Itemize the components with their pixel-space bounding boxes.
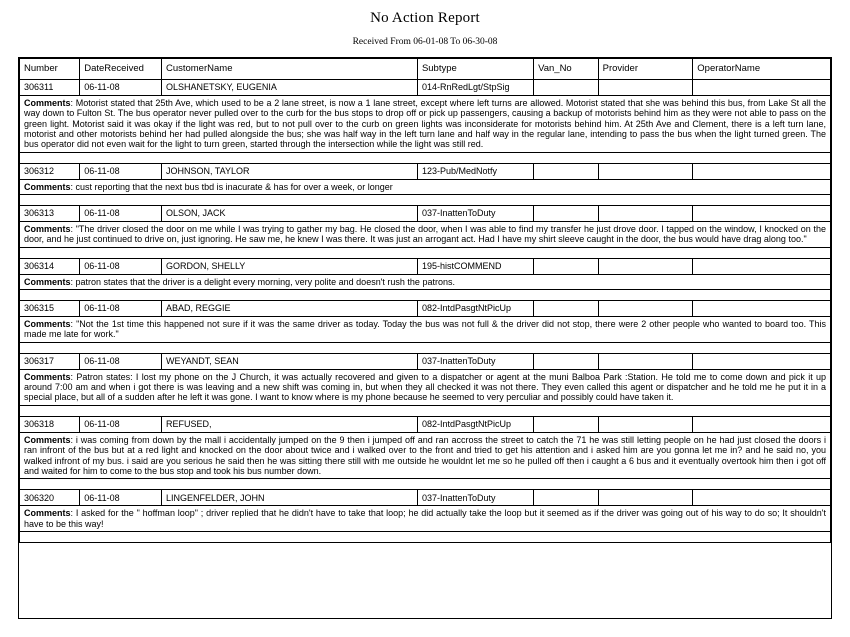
row-gap <box>20 195 831 206</box>
column-header-customer-name: CustomerName <box>161 59 417 80</box>
column-header-van-no: Van_No <box>534 59 599 80</box>
cell-van-no <box>534 353 599 369</box>
cell-date-received: 06-11-08 <box>80 353 162 369</box>
cell-customer-name: OLSON, JACK <box>161 206 417 222</box>
table-footer-rule <box>20 542 831 545</box>
comment-row <box>20 179 831 194</box>
cell-provider <box>598 258 693 274</box>
report-frame <box>18 57 832 619</box>
cell-number: 306318 <box>20 416 80 432</box>
cell-customer-name: ABAD, REGGIE <box>161 301 417 317</box>
cell-subtype: 082-IntdPasgtNtPicUp <box>417 416 533 432</box>
cell-van-no <box>534 490 599 506</box>
comment-cell: Comments: Motorist stated that 25th Ave, which used to be a 2 lane street, is now a 1 lane street, except where left turns are allowed. Motorist stated that she was behind this bus, from Lake St all the way down to Fulton St. The bus operator never pulled over to the curb for the bus stops to drop off or pick up passengers, causing a backup of motorists behind him as they were not able to pass on the green light. Motorist said it was okay if the light was red, but to not pull over to the curb on green lights was inconsiderate for motorists behind him. At 25th Ave and Clement, there is a left turn lane, motorist and other motorists behind her had pulled alongside the bus; she was half way in the left turn lane and half way in the regular lane, intending to pass the bus when the light turned green. The bus operator did not even wait for the light to turn green, started through the intersection while the light was still red. <box>20 96 831 153</box>
cell-operator-name <box>693 80 831 96</box>
cell-customer-name: REFUSED, <box>161 416 417 432</box>
page-subtitle: Received From 06-01-08 To 06-30-08 <box>352 37 498 47</box>
comment-text: i was coming from down by the mall i accidentally jumped on the 9 then i jumped off and ran accross the street to catch the 71 he was still letting people on he had just closed the doors i ran infront of the bus but at a red light and knocked on the door about twice and i walked over to the front and tried to get his attention and i asked him are you gonna let me in? and he said no, you walked infront of my bus. i said are you serious he said then he was sitting there still with me outside he wouldnt let me so he pulled off then i caught a 6 bus and it eventually overtook him then i got off and waited for him to come to the bus stop and took his bus number down. <box>24 434 826 476</box>
row-gap-cell <box>20 152 831 163</box>
row-gap <box>20 342 831 353</box>
cell-van-no <box>534 163 599 179</box>
cell-provider <box>598 490 693 506</box>
comment-cell: Comments: cust reporting that the next bus tbd is inacurate & has for over a week, or longer <box>20 179 831 194</box>
row-gap <box>20 479 831 490</box>
table-row[interactable] <box>20 353 831 369</box>
cell-subtype: 037-InattenToDuty <box>417 353 533 369</box>
cell-subtype: 037-InattenToDuty <box>417 490 533 506</box>
comment-label: Comments <box>24 276 71 287</box>
comment-row <box>20 96 831 153</box>
cell-operator-name <box>693 353 831 369</box>
row-gap <box>20 152 831 163</box>
comment-row <box>20 432 831 478</box>
comment-row <box>20 506 831 532</box>
table-row[interactable] <box>20 163 831 179</box>
column-header-subtype: Subtype <box>417 59 533 80</box>
cell-date-received: 06-11-08 <box>80 80 162 96</box>
cell-date-received: 06-11-08 <box>80 163 162 179</box>
row-gap-cell <box>20 405 831 416</box>
column-header-provider: Provider <box>598 59 693 80</box>
comment-cell: Comments: patron states that the driver is a delight every morning, very polite and doesn't rush the patrons. <box>20 274 831 289</box>
cell-operator-name <box>693 163 831 179</box>
comment-label: Comments <box>24 319 71 330</box>
table-row[interactable] <box>20 258 831 274</box>
comment-label: Comments <box>24 508 71 519</box>
column-header-number: Number <box>20 59 80 80</box>
table-footer-rule-cell <box>20 542 831 545</box>
cell-van-no <box>534 258 599 274</box>
comment-label: Comments <box>24 434 71 445</box>
comment-text: patron states that the driver is a delight every morning, very polite and doesn't rush the patrons. <box>75 276 455 287</box>
row-gap-cell <box>20 342 831 353</box>
comment-label: Comments <box>24 98 71 108</box>
row-gap <box>20 405 831 416</box>
cell-subtype: 014-RnRedLgt/StpSig <box>417 80 533 96</box>
cell-subtype: 037-InattenToDuty <box>417 206 533 222</box>
comment-text: "Not the 1st time this happened not sure if it was the same driver as today. Today the bus was not full & the driver did not stop, there were 2 other people who wanted to board too. This made me late for work." <box>24 319 826 340</box>
cell-van-no <box>534 80 599 96</box>
cell-operator-name <box>693 301 831 317</box>
cell-customer-name: LINGENFELDER, JOHN <box>161 490 417 506</box>
table-row[interactable] <box>20 301 831 317</box>
comment-row <box>20 369 831 405</box>
cell-customer-name: WEYANDT, SEAN <box>161 353 417 369</box>
row-gap-cell <box>20 479 831 490</box>
column-header-operator-name: OperatorName <box>693 59 831 80</box>
comment-cell: Comments: "The driver closed the door on me while I was trying to gather my bag. He closed the door, when I was able to find my transfer he just drove door. I tapped on the window, I knocked on the door, and he just continued to drive on, just ignoring. He saw me, he knew I was there. It was just an arrogant act. Had I have my shirt sleeve caught in the door, the bus would have drag along too." <box>20 222 831 248</box>
comment-row <box>20 222 831 248</box>
cell-number: 306317 <box>20 353 80 369</box>
cell-van-no <box>534 301 599 317</box>
cell-customer-name: JOHNSON, TAYLOR <box>161 163 417 179</box>
cell-provider <box>598 353 693 369</box>
cell-number: 306314 <box>20 258 80 274</box>
column-header-date-received: DateReceived <box>80 59 162 80</box>
cell-van-no <box>534 206 599 222</box>
cell-number: 306315 <box>20 301 80 317</box>
comment-label: Comments <box>24 371 71 382</box>
table-row[interactable] <box>20 80 831 96</box>
cell-number: 306313 <box>20 206 80 222</box>
cell-subtype: 123-Pub/MedNotfy <box>417 163 533 179</box>
comment-text: "The driver closed the door on me while I was trying to gather my bag. He closed the door, when I was able to find my transfer he just drove door. I tapped on the window, I knocked on the door, and he just continued to drive on, just ignoring. He saw me, he knew I was there. It was just an arrogant act. Had I have my shirt sleeve caught in the door, the bus would have drag along too." <box>24 224 826 245</box>
cell-date-received: 06-11-08 <box>80 258 162 274</box>
cell-number: 306311 <box>20 80 80 96</box>
cell-provider <box>598 206 693 222</box>
row-gap-cell <box>20 195 831 206</box>
table-row[interactable] <box>20 416 831 432</box>
table-row[interactable] <box>20 490 831 506</box>
cell-number: 306312 <box>20 163 80 179</box>
cell-subtype: 082-IntdPasgtNtPicUp <box>417 301 533 317</box>
cell-subtype: 195-histCOMMEND <box>417 258 533 274</box>
comment-cell: Comments: "Not the 1st time this happened not sure if it was the same driver as today. Today the bus was not full & the driver did not stop, there were 2 other people who wanted to board too. This made me late for work." <box>20 317 831 343</box>
comment-text: cust reporting that the next bus tbd is inacurate & has for over a week, or longer <box>75 181 393 192</box>
cell-van-no <box>534 416 599 432</box>
cell-operator-name <box>693 416 831 432</box>
cell-customer-name: GORDON, SHELLY <box>161 258 417 274</box>
row-gap <box>20 531 831 542</box>
page-title: No Action Report <box>370 10 480 26</box>
comment-row <box>20 317 831 343</box>
cell-operator-name <box>693 490 831 506</box>
cell-provider <box>598 80 693 96</box>
comment-cell: Comments: I asked for the " hoffman loop" ; driver replied that he didn't have to take that loop; he did actually take the loop but it seemed as if the driver was going out of his way to do so; It shouldn't have to be this way! <box>20 506 831 532</box>
cell-customer-name: OLSHANETSKY, EUGENIA <box>161 80 417 96</box>
cell-number: 306320 <box>20 490 80 506</box>
cell-provider <box>598 301 693 317</box>
report-table <box>19 58 831 545</box>
comment-cell: Comments: i was coming from down by the mall i accidentally jumped on the 9 then i jumped off and ran accross the street to catch the 71 he was still letting people on he had just closed the doors i ran infront of the bus but at a red light and knocked on the door about twice and i walked over to the front and tried to get his attention and i asked him are you gonna let me in? and he said no, you walked infront of my bus. i said are you serious he said then he was sitting there still with me outside he wouldnt let me so he pulled off then i caught a 6 bus and it eventually overtook him then i got off and waited for him to come to the bus stop and took his bus number down. <box>20 432 831 478</box>
table-header-row <box>20 59 831 80</box>
comment-label: Comments <box>24 224 71 235</box>
cell-operator-name <box>693 258 831 274</box>
comment-cell: Comments: Patron states: I lost my phone on the J Church, it was actually recovered and given to a dispatcher or agent at the muni Balboa Park :Station. He told me to come down and pick it up around 7:00 am and when i got there is was leaving and a new shift was coming in, but when they all checked it was not there. They even called this agent or dispatcher and he told me he put it in a special place, but all of a sudden after he left it was gone. I want to know where is my phone because he seemed to very perculiar and possibly could have taken it. <box>20 369 831 405</box>
table-row[interactable] <box>20 206 831 222</box>
comment-text: Motorist stated that 25th Ave, which used to be a 2 lane street, is now a 1 lane street, except where left turns are allowed. Motorist stated that she was behind this bus, from Lake St all the way down to Fulton St. The bus operator never pulled over to the curb for the bus stops to drop off or pick up passengers, causing a backup of motorists behind him as they were not able to pass on the green light. Motorist said it was okay if the light was red, but to not pull over to the curb on green lights was inconsiderate for motorists behind him. At 25th Ave and Clement, there is a left turn lane, motorist and other motorists behind her had pulled alongside the bus; she was half way in the left turn lane and half way in the regular lane, intending to pass the bus when the light turned green. The bus operator did not even wait for the light to turn green, started through the intersection while the light was still red. <box>24 98 826 150</box>
row-gap <box>20 247 831 258</box>
comment-row <box>20 274 831 289</box>
row-gap-cell <box>20 290 831 301</box>
cell-provider <box>598 416 693 432</box>
cell-date-received: 06-11-08 <box>80 490 162 506</box>
cell-date-received: 06-11-08 <box>80 301 162 317</box>
comment-label: Comments <box>24 181 71 192</box>
cell-date-received: 06-11-08 <box>80 206 162 222</box>
row-gap <box>20 290 831 301</box>
comment-text: I asked for the " hoffman loop" ; driver replied that he didn't have to take that loop; he did actually take the loop but it seemed as if the driver was going out of his way to do so; It shouldn't have to be this way! <box>24 508 826 529</box>
cell-operator-name <box>693 206 831 222</box>
comment-text: Patron states: I lost my phone on the J Church, it was actually recovered and given to a dispatcher or agent at the muni Balboa Park :Station. He told me to come down and pick it up around 7:00 am and when i got there is was leaving and a new shift was coming in, but when they all checked it was not there. They even called this agent or dispatcher and he told me he put it in a special place, but all of a sudden after he left it was gone. I want to know where is my phone because he seemed to very perculiar and possibly could have taken it. <box>24 371 826 403</box>
row-gap-cell <box>20 531 831 542</box>
cell-provider <box>598 163 693 179</box>
row-gap-cell <box>20 247 831 258</box>
cell-date-received: 06-11-08 <box>80 416 162 432</box>
